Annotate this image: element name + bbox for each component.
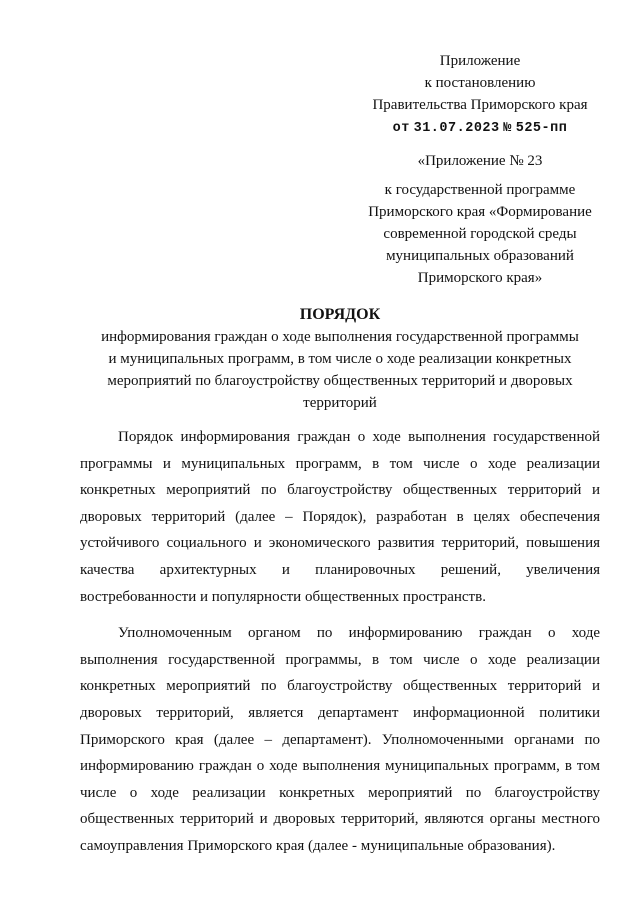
resolution-date-number — [360, 116, 600, 140]
document-body — [80, 424, 600, 870]
to-resolution-label: к постановлению — [424, 75, 536, 91]
document-subtitle — [80, 326, 600, 414]
number-sign: № — [503, 121, 512, 136]
government-label: Правительства Приморского края — [372, 97, 588, 113]
from-label: от — [392, 121, 410, 136]
subtitle-line-2: и муниципальных программ, в том числе о ходе реализации конкретных — [108, 351, 572, 367]
resolution-header — [360, 50, 600, 140]
paragraph-1: Порядок информирования граждан о ходе выполнения государственной программы и муниципальных программ, в том числе о ходе реализации конкретных мероприятий по благоустройству общественных территорий и дворовых территорий (далее – Порядок), разработан в целях обеспечения устойчивого социального и экономического развития территорий, повышения качества архитектурных и планировочных решений, увеличения востребованности и популярности общественных пространств. — [80, 429, 600, 605]
attachment-label: Приложение — [439, 53, 521, 69]
document-heading: ПОРЯДОК — [299, 306, 381, 323]
subtitle-line-4: территорий — [303, 395, 377, 411]
subtitle-line-1: информирования граждан о ходе выполнения государственной программы — [101, 329, 579, 345]
subtitle-line-3: мероприятий по благоустройству общественных территорий и дворовых — [107, 373, 573, 389]
annex-line-1: к государственной программе — [384, 182, 576, 198]
resolution-date: 31.07.2023 — [413, 121, 500, 136]
resolution-number: 525-пп — [515, 121, 568, 136]
annex-header — [360, 150, 600, 289]
paragraph-2: Уполномоченным органом по информированию граждан о ходе выполнения государственной программы, в том числе о ходе реализации конкретных мероприятий по благоустройству общественных территорий и дворовых территорий, является департамент информационной политики Приморского края (далее – департамент). Уполномоченными органами по информированию граждан о ходе выполнения муниципальных программ, в том числе о ходе реализации конкретных мероприятий по благоустройству общественных территорий и дворовых территорий, являются органы местного самоуправления Приморского края (далее - муниципальные образования). — [80, 625, 600, 854]
annex-line-4: муниципальных образований — [386, 248, 574, 264]
annex-line-2: Приморского края «Формирование — [368, 204, 592, 220]
annex-line-5: Приморского края» — [417, 270, 543, 286]
annex-title: «Приложение № 23 — [417, 153, 543, 169]
annex-line-3: современной городской среды — [383, 226, 577, 242]
